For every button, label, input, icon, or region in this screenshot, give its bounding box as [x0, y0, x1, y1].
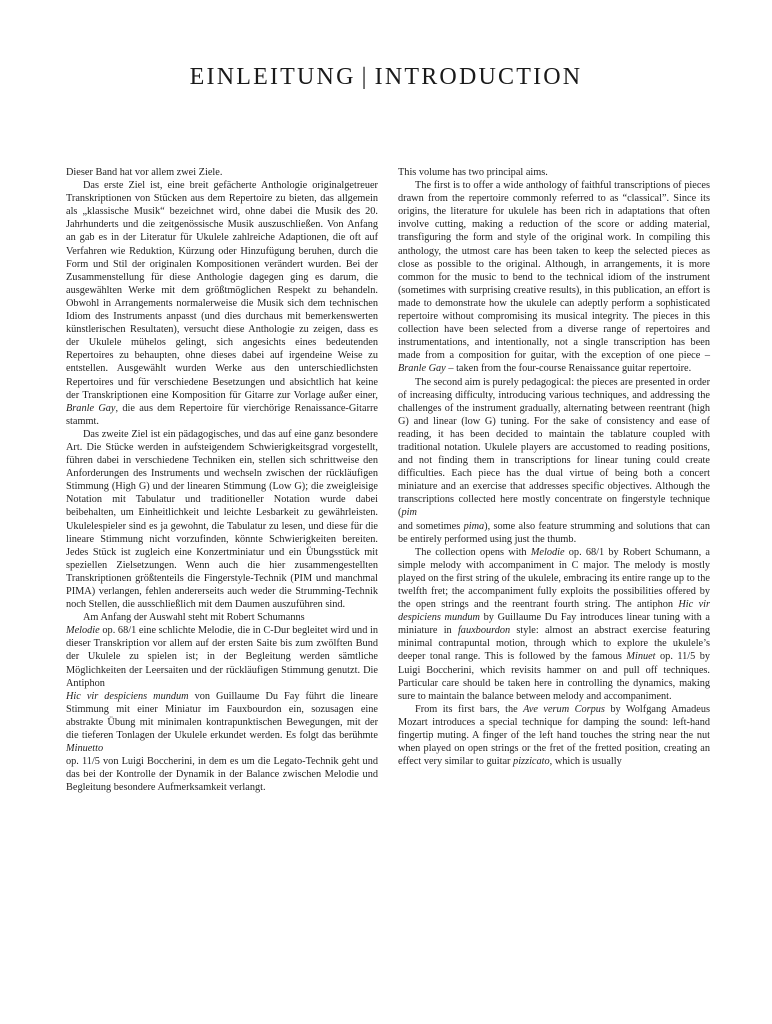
english-paragraph-3: The second aim is purely pedagogical: the pieces are presented in order of increasing difficulty, introducing various techniques, and addressing the challenges of the instrument gradually, alternating between reentrant (high G) and linear (low G) tuning. For the sake of consistency and ease of reading, it has been decided to maintain the tablature coupled with traditional notation. Ukulele players are accustomed to reading positions, and not finding them in transcriptions for linear tuning could create difficulties. Each piece has the dual virtue of being both a concert miniature and an exercise that addresses specific objectives. Although the transcriptions collected here mostly concentrate on fingerstyle technique (pim and sometimes pima), some also feature strumming and solutions that can be entirely performed using just the thumb.	[398, 376, 711, 545]
page-title	[0, 64, 772, 91]
technique-term: pima	[463, 520, 485, 532]
work-title: Branle Gay	[66, 402, 116, 414]
technique-term: pizzicato	[513, 756, 550, 768]
technique-term: fauxbourdon	[457, 625, 511, 637]
work-title: Melodie	[66, 625, 100, 637]
work-title: Hic vir despiciens mundum	[398, 599, 711, 624]
work-title: Branle Gay	[398, 363, 446, 375]
work-title: Minuet	[626, 651, 656, 663]
title-german: EINLEITUNG	[189, 64, 356, 90]
german-paragraph-1: Dieser Band hat vor allem zwei Ziele.	[66, 167, 223, 178]
english-column	[398, 166, 710, 768]
work-title: Melodie	[530, 546, 565, 558]
english-paragraph-5: From its first bars, the Ave verum Corpus by Wolfgang Amadeus Mozart introduces a special technique for damping the sound: left-hand fingertip muting. A finger of the left hand touches the string near the nut when played on open strings or the fret of the fretted position, creating an effect very similar to guitar pizzicato, which is usually	[398, 703, 710, 768]
work-title: Minuetto	[66, 743, 104, 755]
work-title: Hic vir despiciens mundum	[66, 690, 189, 702]
english-paragraph-1: This volume has two principal aims.	[398, 167, 548, 178]
english-paragraph-4: The collection opens with Melodie op. 68/1 by Robert Schumann, a simple melody with accompaniment in C major. The melody is mostly played on the first string of the ukulele, embracing its entire range up to the twelfth fret; the accompaniment fully exploits the possibilities offered by the open strings and the reentrant fourth string. The antiphon Hic vir despiciens mundum by Guillaume Du Fay introduces linear tuning with a miniature in fauxbourdon style: almost an abstract exercise featuring minimal contrapuntal motion, through which to explore the ukulele’s deeper tonal range. This is followed by the famous Minuet op. 11/5 by Luigi Boccherini, which revisits hammer on and pull off techniques. Particular care should be taken here in controlling the dynamics, making sure to maintain the balance between melody and accompaniment.	[398, 546, 711, 702]
work-title: Ave verum Corpus	[523, 703, 605, 715]
title-separator: |	[361, 64, 369, 90]
german-column	[66, 166, 378, 795]
german-paragraph-3: Das zweite Ziel ist ein pädagogisches, und das auf eine ganz besondere Art. Die Stücke werden in aufsteigendem Schwierigkeitsgrad vorgestellt, führen dabei in verschiedene Techniken ein, stellen sich schrittweise den Anforderungen des Instruments und wechseln zwischen der rückläufigen Stimmung (High G) und der linearen Stimmung (Low G); die zweigleisige Notation mit Tabulatur und traditioneller Notation wurde dabei beibehalten, um Einheitlichkeit und leichte Lesbarkeit zu gewährleisten. Ukulelespieler sind es ja gewohnt, die Tabulatur zu lesen, und diese für die lineare Stimmung nicht vorzufinden, könnte Schwierigkeiten bereiten. Jedes Stück ist zugleich eine Konzertminiatur und ein Übungsstück mit speziellen Zielsetzungen. Wenn auch die hier zusammengestellten Transkriptionen größtenteils die Fingerstyle-Technik (PIM und manchmal PIMA) verlangen, fehlen andererseits auch weder die Strumming-Technik noch Stellen, die ausschließlich mit dem Daumen auszuführen sind.	[66, 428, 378, 611]
german-paragraph-2: Das erste Ziel ist, eine breit gefächerte Anthologie originalgetreuer Transkriptionen von Stücken aus dem Repertoire zu bieten, das allgemein als „klassische Musik“ bezeichnet wird, ohne dabei die Musik des 20. Jahrhunderts und die zeitgenössische Musik auszuschließen. Von Anfang an gab es in der Literatur für Ukulele zahlreiche Adaptionen, die oft auf Verfahren wie Reduktion, Kürzung oder Hinzufügung beruhen, durch die Form und Stil der originalen Kompositionen verändert wurden. Bei der Zusammenstellung für diese Anthologie dagegen ging es darum, die ausgewählten Werke mit dem größtmöglichen Respekt zu behandeln. Obwohl in Arrangements normalerweise die Musik sich dem technischen Idiom des Instruments anpasst (und dies durchaus mit bemerkenswerten künstlerischen Resultaten), versucht diese Anthologie zu zeigen, dass es der Ukulele mühelos gelingt, sich angesichts eines bedeutenden Repertoires zu behaupten, ohne dieses dabei auf irgendeine Weise zu entstellen. Ausgewählt wurden Werke aus den unterschiedlichsten Repertoires und für verschiedene Besetzungen und absichtlich hat keine der Transkriptionen eine Komposition für Gitarre zur Vorlage außer einer, Branle Gay, die aus dem Repertoire für vierchörige Renaissance-Gitarre stammt.	[66, 180, 378, 427]
german-paragraph-4: Am Anfang der Auswahl steht mit Robert Schumanns Melodie op. 68/1 eine schlichte Melodie, die in C-Dur begleitet wird und in dieser Transkription vor allem auf der ersten Saite bis zum zwölften Bund der Ukulele zu spielen ist; in der Begleitung werden sämtliche Möglichkeiten der Leersaiten und der rückläufigen Stimmung genutzt. Die Antiphon Hic vir despiciens mundum von Guillaume Du Fay führt die lineare Stimmung mit einer Miniatur im Fauxbourdon ein, sozusagen eine abstrakte Übung mit minimalen kontrapunktischen Bewegungen, mit der die tieferen Tonlagen der Ukulele erkundet werden. Es folgt das berühmte Minuetto op. 11/5 von Luigi Boccherini, in dem es um die Legato-Technik geht und das bei der Kontrolle der Dynamik in der Balance zwischen Melodie und Begleitung besondere Aufmerksamkeit verlangt.	[66, 612, 379, 794]
technique-term: pim	[401, 507, 417, 519]
title-english: INTRODUCTION	[374, 64, 583, 90]
english-paragraph-2: The first is to offer a wide anthology of faithful transcriptions of pieces drawn from the repertoire commonly referred to as “classical”. Since its origins, the literature for ukulele has been rich in adaptations that often involve cutting, making a reduction of the score or adding material, transfiguring the form and style of the original work. In compiling this anthology, the utmost care has been taken to keep the selected pieces as close as possible to the original. Although, in arrangements, it is more common for the music to bend to the technical idiom of the instrument (sometimes with surprising creative results), in this publication, an effort is made to demonstrate how the ukulele can adeptly perform a sophisticated repertoire without compromising its musical integrity. The pieces in this collection have been selected from a diverse range of repertoires and instrumentations, and intentionally, not a single transcription has been made from a composition for guitar, with the exception of one piece – Branle Gay – taken from the four-course Renaissance guitar repertoire.	[398, 180, 710, 375]
